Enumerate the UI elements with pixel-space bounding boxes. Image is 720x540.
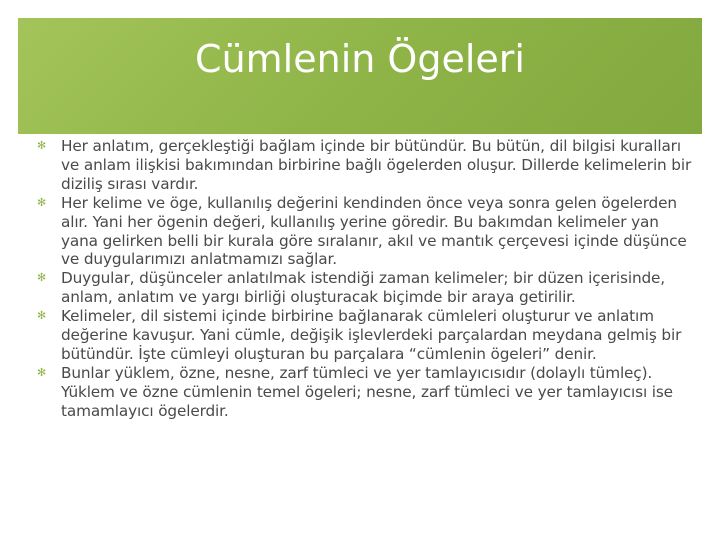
bullet-item bbox=[37, 137, 697, 194]
asterisk-icon: ✻ bbox=[37, 271, 47, 285]
bullet-text: Bunlar yüklem, özne, nesne, zarf tümleci ve yer tamlayıcısıdır (dolaylı tümleç). Yüklem ve özne cümlenin temel ögeleri; nesne, zarf tümleci ve yer tamlayıcısı ise tamamlayıcı ögelerdir. bbox=[61, 363, 673, 420]
bullet-list bbox=[37, 137, 697, 421]
asterisk-icon: ✻ bbox=[37, 195, 47, 209]
bullet-item bbox=[37, 307, 697, 364]
bullet-text: Duygular, düşünceler anlatılmak istendiği zaman kelimeler; bir düzen içerisinde, anlam, anlatım ve yargı birliği oluşturacak biçimde bir araya getirilir. bbox=[61, 269, 666, 307]
asterisk-icon: ✻ bbox=[37, 365, 47, 379]
slide-title: Cümlenin Ögeleri bbox=[195, 37, 525, 81]
bullet-item bbox=[37, 364, 697, 421]
asterisk-icon: ✻ bbox=[37, 139, 47, 152]
bullet-item bbox=[37, 194, 697, 270]
asterisk-icon: ✻ bbox=[37, 309, 47, 323]
bullet-text: Kelimeler, dil sistemi içinde birbirine bağlanarak cümleleri oluşturur ve anlatım değerine kavuşur. Yani cümle, değişik işlevlerdeki parçalardan meydana gelmiş bir bütündür. İşte cümleyi oluşturan bu parçalara “cümlenin ögeleri” denir. bbox=[61, 307, 682, 363]
bullet-item bbox=[37, 269, 697, 307]
bullet-text: Her anlatım, gerçekleştiği bağlam içinde bir bütündür. Bu bütün, dil bilgisi kuralları ve anlam ilişkisi bakımından birbirine bağlı ögelerden oluşur. Dillerde kelimelerin bir diziliş sırası vardır. bbox=[61, 137, 692, 193]
bullet-text: Her kelime ve öge, kullanılış değerini kendinden önce veya sonra gelen ögelerden alır. Yani her ögenin değeri, kullanılış yerine göredir. Bu bakımdan kelimeler yan yana gelirken belli bir kurala göre sıralanır, akıl ve mantık çerçevesi içinde düşünce ve duygularımızı anlatmamızı sağlar. bbox=[61, 193, 687, 269]
